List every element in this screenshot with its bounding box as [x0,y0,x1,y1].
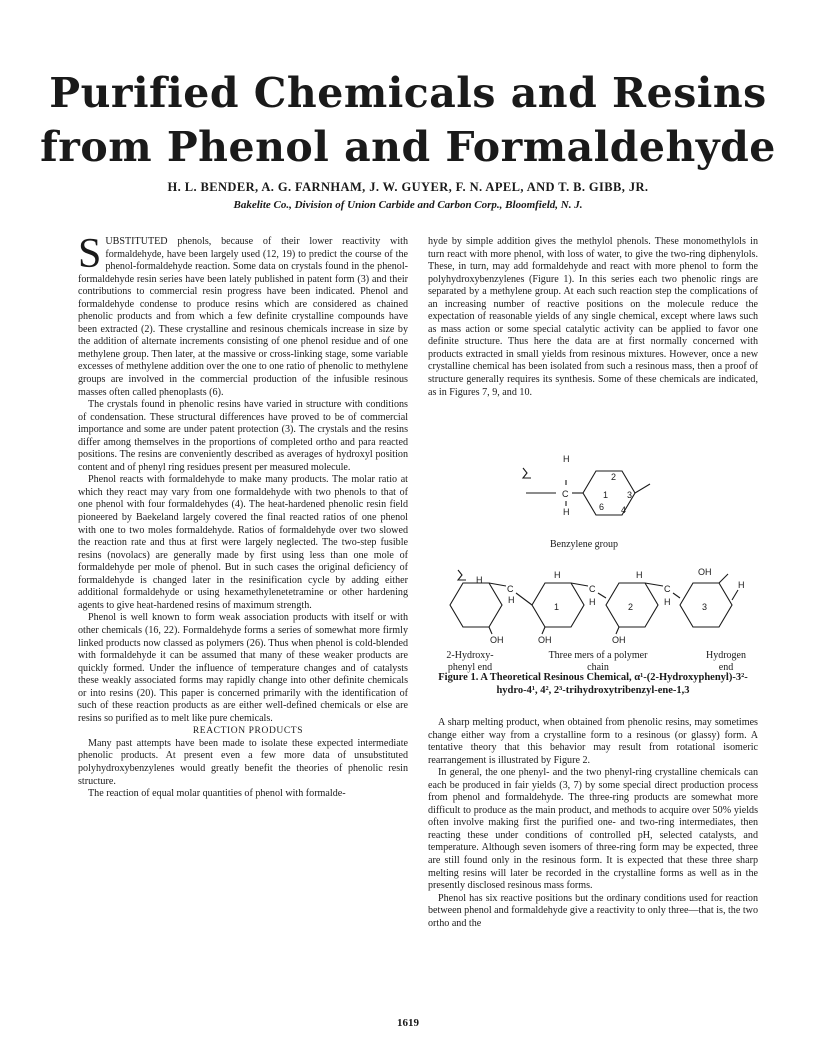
paragraph-3: Phenol reacts with formaldehyde to make many products. The molar ratio at which they react may vary from one formaldehyde with two phenols to that of one phenol with four formaldehydes (4). The heat-hardened phenolic resin field pioneered by Baekeland largely covered the final reacted ratios of one phenol with one to two moles formaldehyde. Ratios of formaldehyde over two slowed the reaction rate and thus at first were largely neglected. The two-step fusible resins (novolacs) are generally made by first using less than one mole of formaldehyde per mole of phenol. But in such cases the original deficiency of formaldehyde is changed later in the resinification cycle by adding either additional formaldehyde or using hexamethylenetetramine or other hardening agents to give heat-hardened resins of maximum strength. [78,474,408,611]
bond-line [571,583,588,586]
paragraph-2: The crystals found in phenolic resins have varied in structure with conditions of condensation. These structural differences have proved to be of commercial importance and some are under patent protection (3). The crystals and the resins differ among themselves in the proportions of completed ortho and para reacted positions. The resins are conveniently described as averages of hydroxyl position content and of phenyl ring residues present per measured molecule. [78,399,408,473]
atom-label: OH [698,567,712,577]
bond-line [645,583,663,586]
atom-label: C [562,489,569,499]
atom-label: H [508,595,515,605]
position-label: 6 [599,502,605,512]
alpha-mark [458,570,466,580]
right-column-top [428,236,758,399]
title-line-2: from Phenol and Formaldehyde [40,123,776,171]
bond-line [489,583,506,586]
right-paragraph-1: hyde by simple addition gives the methylol phenols. These monomethylols in turn react with more phenol, with loss of water, to give the two-ring diphenylols. These, in turn, may add formaldehyde and react with more phenol to form the polyhydroxybenzylenes (Figure 1). In this series each two phenolic rings are separated by a methylene group. At each such reaction step the complications of an increasing number of reactive positions on the molecule reduce the expectation of reasonable yields of any single chemical, except where laws such as mass action or some special catalytic activity can be applied to favor one definite structure. Thus here the data are at first normally concerned with products extracted in small yields from resinous mixtures. However, once a new crystalline chemical has been isolated from such a resinous mass, then a proof of structure generally requires its synthesis. Some of these chemicals are indicated, as in Figures 7, 9, and 10. [428,236,758,398]
left-end-label: 2-Hydroxy- [446,650,494,661]
bond-line [719,574,728,583]
paragraph-4: Phenol is well known to form weak association products with itself or with other chemicals (16, 22). Formaldehyde forms a series of somewhat more firmly linked products now classed as polymers (26). Thus when phenol is cold-blended with formaldehyde it can be assumed that many of these weaker products are quickly formed. Under the influence of temperature changes and of catalysts these weakly associated forms may rapidly change into other definite chemicals or into resins (20). This paper is concerned primarily with the identification of such of these reaction products as are either well-defined chemicals or else are resins so purified as to melt like pure chemicals. [78,612,408,724]
atom-label: OH [612,635,626,645]
right-paragraph-4: Phenol has six reactive positions but the ordinary conditions used for reaction between phenol and formaldehyde give a reactivity to only three—that is, the two ortho and the [428,892,758,929]
position-label: 4 [621,505,627,515]
ring-number: 1 [554,602,560,612]
atom-label: OH [538,635,552,645]
position-label: 2 [611,472,617,482]
atom-label: OH [490,635,504,645]
atom-label: H [589,597,596,607]
bond-line [732,590,738,600]
bond-line [516,593,532,605]
position-label: 1 [603,490,609,500]
paragraph-5: Many past attempts have been made to isolate these expected intermediate phenolic products. At present even a few more data of unsubstituted polyhydroxybenzylenes would greatly benefit the theories of phenolic resin structure. [78,737,408,787]
page-number: 1619 [397,1017,419,1029]
atom-label: H [664,597,671,607]
title-line-1: Purified Chemicals and Resins [49,69,767,117]
figure-1-diagram [428,440,758,675]
left-column [78,231,408,801]
alpha-mark [523,468,531,478]
paragraph-6: The reaction of equal molar quantities of phenol with formalde- [88,788,346,800]
left-end-label: phenyl end [447,662,493,673]
atom-label: H [554,570,561,580]
right-end-label: end [718,662,734,673]
section-heading: REACTION PRODUCTS [192,726,304,737]
right-paragraph-2: A sharp melting product, when obtained from phenolic resins, may sometimes change either way from a crystalline form to a resinous (or glassy) form. A tentative theory that this behavior may result from rotational isomeric rearrangement is illustrated by Figure 2. [428,717,758,766]
author-list: H. L. BENDER, A. G. FARNHAM, J. W. GUYER, F. N. APEL, AND T. B. GIBB, JR. [167,180,649,194]
middle-label: Three mers of a polymer [548,650,648,661]
drop-cap: S [78,231,102,277]
bond-line [489,627,492,634]
atom-label: H [636,570,643,580]
bond-line [673,593,680,598]
affiliation: Bakelite Co., Division of Union Carbide and Carbon Corp., Bloomfield, N. J. [233,199,583,211]
benzylene-label: Benzylene group [549,539,619,550]
ring-number: 3 [702,602,708,612]
bond-line [635,484,650,493]
article-title [0,66,816,174]
right-column-bottom [428,717,758,930]
right-paragraph-3: In general, the one phenyl- and the two phenyl-ring crystalline chemicals can each be produced in fair yields (3, 7) by some special direct production process from phenol and formaldehyde. The three-ring products are somewhat more difficult to produce as the main product, and methods to acquire over 50% yields often involve making first the purified one- and two-ring intermediates, then reacting these under conditions of controlled pH, selected catalysts, and temperature. Although seven isomers of three-ring form may be expected, three are still found only in the resinous form. It is expected that these three sharp melting resins will later be recorded in the crystalline forms as well as in the presently disclosed resinous mass forms. [428,767,758,892]
position-label: 3 [627,490,633,500]
paragraph-1 [78,231,408,399]
ring-number: 2 [628,602,634,612]
bond-line [598,593,606,598]
paragraph-1-text: UBSTITUTED phenols, because of their lower reactivity with formaldehyde, have been largely used (12, 19) to predict the course of the phenol-formaldehyde reaction. Some data on crystals found in the phenol-formaldehyde resin series have been lately published in patent form (3) and their contributions to commercial resin progress have been indicated. Phenol and formaldehyde condense to produce resins which are considered as chained phenolic products and from which a few definite crystalline compounds have been extracted (2). These crystalline and resinous chemicals increase in size by the addition of alternate increments consisting of one phenol residue and of one methylene group. Then later, at the massive or cross-linking stage, some variable excesses of methylene addition over the one to one ratio of phenolic to methylene groups are involved in the commercial production of the infusible resinous masses often called phenoplasts (6). [78,236,408,398]
atom-label: C [589,584,596,594]
figure-caption: Figure 1. A Theoretical Resinous Chemical, α¹-(2-Hydroxyphenyl)-3²-hydro-4¹, 4², 2³-trihydroxytribenzyl-ene-1,3 [438,672,748,696]
bond-line [542,627,545,634]
right-end-label: Hydrogen [706,650,746,661]
figure-1 [428,440,758,690]
atom-label: H [476,575,483,585]
atom-label: H [563,507,570,517]
atom-label: H [563,454,570,464]
atom-label: C [507,584,514,594]
atom-label: C [664,584,671,594]
benzene-ring-end [450,583,502,627]
atom-label: H [738,580,745,590]
middle-label: chain [587,662,609,673]
bond-line [616,627,619,634]
